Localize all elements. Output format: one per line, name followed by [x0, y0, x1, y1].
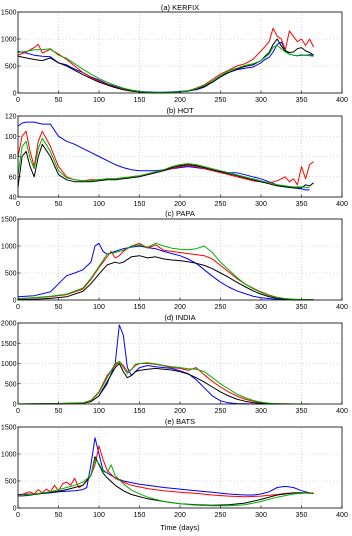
x-tick-label: 300: [255, 97, 267, 104]
panel-title: (d) INDIA: [164, 313, 196, 322]
x-tick-label: 0: [16, 304, 20, 311]
x-tick-label: 300: [255, 304, 267, 311]
y-tick-label: 500: [4, 270, 17, 278]
x-tick-label: 150: [133, 512, 146, 519]
x-tick-label: 300: [255, 512, 267, 519]
x-tick-label: 200: [174, 408, 186, 415]
x-tick-label: 0: [16, 512, 20, 519]
x-tick-label: 50: [54, 304, 63, 311]
x-tick-label: 50: [54, 408, 63, 415]
series-line: [18, 42, 314, 92]
x-tick-label: 50: [54, 97, 63, 104]
series-line: [18, 122, 310, 190]
x-tick-label: 0: [16, 408, 20, 415]
x-tick-label: 400: [336, 304, 348, 311]
panel-bats: [1, 417, 348, 519]
x-axis-label: Time (days): [160, 523, 200, 532]
y-tick-label: 2000: [0, 320, 17, 328]
panel-title: (c) PAPA: [165, 209, 195, 218]
y-tick-label: 0: [12, 401, 17, 409]
x-tick-label: 200: [174, 512, 186, 519]
x-tick-label: 200: [174, 97, 186, 104]
x-tick-label: 400: [336, 512, 348, 519]
x-tick-label: 250: [214, 304, 227, 311]
y-tick-label: 0: [12, 505, 17, 513]
x-tick-label: 0: [16, 201, 20, 208]
y-tick-label: 1500: [0, 216, 17, 224]
panel-title: (a) KERFIX: [160, 3, 200, 12]
y-tick-label: 80: [8, 154, 17, 161]
x-tick-label: 400: [336, 201, 348, 208]
x-tick-label: 300: [255, 408, 267, 415]
x-tick-label: 150: [133, 408, 146, 415]
x-tick-label: 400: [336, 408, 348, 415]
x-tick-label: 150: [133, 304, 146, 311]
panel-title: (e) BATS: [164, 417, 196, 426]
x-tick-label: 300: [255, 201, 267, 208]
y-tick-label: 0: [12, 297, 17, 305]
series-line: [18, 325, 310, 404]
x-tick-label: 100: [93, 512, 105, 519]
x-tick-label: 100: [93, 304, 105, 311]
y-tick-label: 40: [8, 194, 17, 202]
panel-papa: [1, 209, 348, 311]
x-tick-label: 350: [295, 408, 308, 415]
panel-title: (b) HOT: [166, 106, 194, 115]
y-tick-label: 1500: [0, 9, 17, 17]
x-tick-label: 50: [54, 201, 63, 208]
x-tick-label: 100: [93, 97, 105, 104]
series-line: [18, 438, 314, 495]
x-tick-label: 100: [93, 408, 105, 415]
series-line: [18, 364, 310, 405]
x-tick-label: 250: [214, 512, 227, 519]
x-tick-label: 350: [295, 97, 308, 104]
y-tick-label: 1000: [0, 451, 17, 459]
y-tick-label: 60: [8, 174, 17, 182]
panel-kerfix: [1, 3, 348, 104]
series-line: [18, 243, 310, 299]
x-tick-label: 150: [133, 201, 146, 208]
x-tick-label: 250: [214, 201, 227, 208]
x-tick-label: 200: [174, 201, 186, 208]
series-line: [18, 459, 314, 505]
x-tick-label: 350: [295, 201, 308, 208]
y-tick-label: 1000: [0, 36, 17, 44]
panel-india: [1, 313, 348, 415]
x-tick-label: 0: [16, 97, 20, 104]
x-tick-label: 250: [214, 97, 227, 104]
y-tick-label: 1500: [0, 424, 17, 432]
x-tick-label: 400: [336, 97, 348, 104]
y-tick-label: 500: [4, 478, 17, 486]
x-tick-label: 350: [295, 304, 308, 311]
x-tick-label: 200: [174, 304, 186, 311]
x-tick-label: 350: [295, 512, 308, 519]
x-tick-label: 150: [133, 97, 146, 104]
panel-hot: [5, 106, 348, 208]
y-tick-label: 100: [4, 133, 17, 141]
series-line: [18, 256, 314, 300]
y-tick-label: 1000: [0, 361, 17, 368]
y-tick-label: 120: [4, 113, 17, 121]
series-line: [18, 28, 314, 93]
y-tick-label: 500: [4, 63, 17, 71]
y-tick-label: 0: [12, 90, 17, 98]
x-tick-label: 100: [93, 201, 105, 208]
x-tick-label: 50: [54, 512, 63, 519]
y-tick-label: 1000: [0, 243, 17, 251]
x-tick-label: 250: [214, 408, 227, 415]
y-tick-label: 500: [4, 381, 17, 389]
y-tick-label: 1500: [0, 340, 17, 348]
